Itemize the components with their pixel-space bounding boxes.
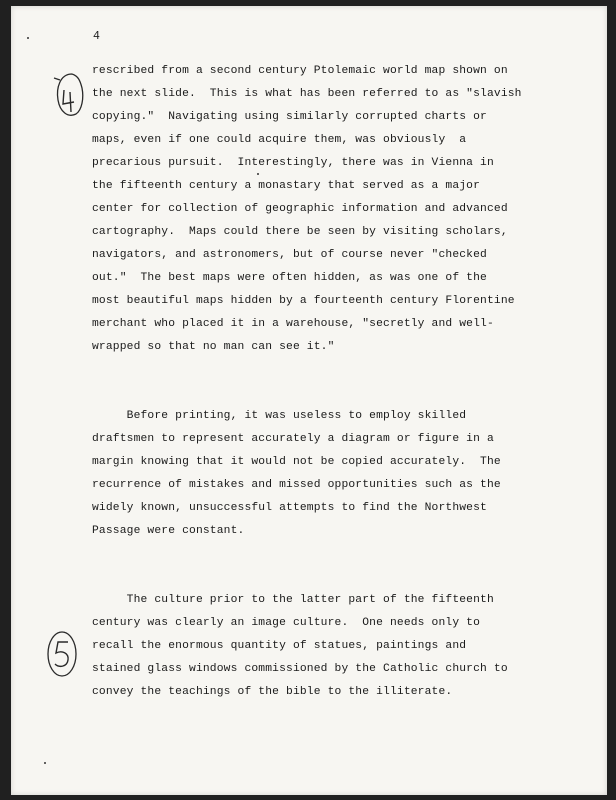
text-line: margin knowing that it would not be copied accurately. The — [92, 456, 501, 468]
body-text — [92, 60, 562, 704]
scan-speck — [27, 37, 29, 39]
text-line: cartography. Maps could there be seen by visiting scholars, — [92, 226, 508, 238]
text-line: navigators, and astronomers, but of course never "checked — [92, 249, 487, 261]
text-line: maps, even if one could acquire them, was obviously a — [92, 134, 467, 146]
text-line: Before printing, it was useless to employ skilled — [92, 410, 467, 422]
text-line: century was clearly an image culture. One needs only to — [92, 617, 481, 629]
paragraph-3 — [92, 589, 562, 704]
text-line: merchant who placed it in a warehouse, "secretly and well- — [92, 318, 494, 330]
text-line: Passage were constant. — [92, 525, 245, 537]
text-line: the next slide. This is what has been referred to as "slavish — [92, 88, 522, 100]
text-line: the fifteenth century a monastary that served as a major — [92, 180, 481, 192]
text-line: most beautiful maps hidden by a fourteenth century Florentine — [92, 295, 515, 307]
text-line: precarious pursuit. Interestingly, there was in Vienna in — [92, 157, 494, 169]
paragraph-1 — [92, 60, 562, 359]
text-line: recurrence of mistakes and missed opportunities such as the — [92, 479, 501, 491]
text-line: rescribed from a second century Ptolemaic world map shown on — [92, 65, 508, 77]
text-line: copying." Navigating using similarly corrupted charts or — [92, 111, 487, 123]
text-line: convey the teachings of the bible to the illiterate. — [92, 686, 453, 698]
text-line: draftsmen to represent accurately a diagram or figure in a — [92, 433, 494, 445]
text-line: stained glass windows commissioned by the Catholic church to — [92, 663, 508, 675]
paragraph-2 — [92, 405, 562, 543]
text-line: wrapped so that no man can see it." — [92, 341, 335, 353]
text-line: recall the enormous quantity of statues, paintings and — [92, 640, 467, 652]
handwritten-circled-5 — [44, 628, 80, 680]
text-line: out." The best maps were often hidden, as was one of the — [92, 272, 487, 284]
page-number: 4 — [93, 30, 100, 43]
handwritten-circled-4 — [50, 68, 90, 122]
text-line: center for collection of geographic information and advanced — [92, 203, 508, 215]
text-line: The culture prior to the latter part of the fifteenth — [92, 594, 494, 606]
text-line: widely known, unsuccessful attempts to find the Northwest — [92, 502, 487, 514]
scan-speck — [44, 762, 46, 764]
